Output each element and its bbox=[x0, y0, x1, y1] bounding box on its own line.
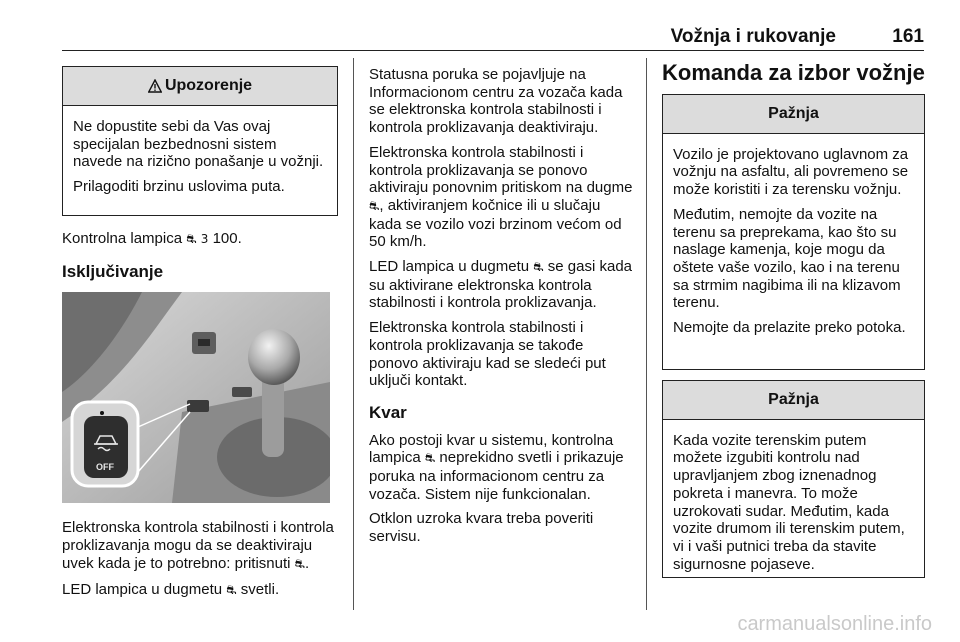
middle-paragraph-6: Otklon uzroka kvara treba poveriti servisu. bbox=[369, 510, 594, 546]
warning-triangle-icon bbox=[148, 79, 162, 93]
notice-1-title: Pažnja bbox=[768, 104, 819, 122]
notice-1-body bbox=[663, 134, 924, 352]
esc-off-button-icon-4: ⛐ bbox=[533, 260, 544, 275]
page-arrow-symbol: 3 bbox=[200, 232, 209, 246]
esc-indicator-icon: ⛐ bbox=[186, 232, 197, 246]
reactivate-text-a: Elektronska kontrola stabilnosti i kontrola proklizavanja se ponovo aktiviraju ponovnim pritiskom na dugme bbox=[369, 143, 633, 197]
warning-header bbox=[63, 67, 337, 106]
middle-paragraph-4: Elektronska kontrola stabilnosti i kontrola proklizavanja se takođe ponovo aktiviraju kad se sledeći put uključi kontakt. bbox=[369, 319, 606, 390]
left-paragraph-led bbox=[62, 581, 338, 600]
left-paragraph-deactivate: Elektronska kontrola stabilnosti i kontrola proklizavanja mogu da se deaktiviraju uvek kada je to potrebno: pritisnuti ⛐. bbox=[62, 519, 334, 572]
led-text-a: LED lampica u dugmetu bbox=[62, 580, 223, 598]
deactivate-text: Elektronska kontrola stabilnosti i kontrola proklizavanja mogu da se deaktiviraju uvek kada je to potrebno: pritisnuti bbox=[62, 519, 334, 572]
middle-paragraph-1: Statusna poruka se pojavljuje na Informacionom centru za vozača kada se elektronska kontrola stabilnosti i kontrola proklizavanja deaktiviraju. bbox=[369, 66, 623, 137]
reference-page: 100. bbox=[212, 230, 242, 247]
notice-box-1 bbox=[662, 94, 925, 370]
header-title: Vožnja i rukovanje bbox=[670, 26, 836, 47]
fault-text-a: Ako postoji kvar u sistemu, kontrolna lampica bbox=[369, 431, 614, 467]
page-header bbox=[62, 28, 924, 51]
off-label: OFF bbox=[96, 462, 114, 473]
led-text-b: svetli. bbox=[240, 580, 280, 598]
led-off-text-a: LED lampica u dugmetu bbox=[369, 258, 530, 276]
left-column bbox=[62, 66, 338, 606]
indicator-reference bbox=[62, 230, 338, 249]
notice-2-text-1: Kada vozite terenskim putem možete izgubiti kontrolu nad upravljanjem zbog iznenadnog pokreta i manevra. To može uzrokovati sudar. Međutim, kada vozite drumom ili terenskim putem, vi i vaši putnici treba da stavite sigurnosne pojaseve. bbox=[673, 431, 905, 573]
section-heading-kvar: Kvar bbox=[369, 402, 407, 422]
notice-2-header bbox=[663, 381, 924, 420]
console-photo bbox=[62, 292, 330, 503]
watermark: carmanualsonline.info bbox=[737, 613, 932, 635]
notice-1-text-3: Nemojte da prelazite preko potoka. bbox=[673, 319, 906, 337]
notice-2-title: Pažnja bbox=[768, 390, 819, 408]
middle-paragraph-2 bbox=[369, 144, 635, 251]
esc-off-button-icon-3: ⛐ bbox=[369, 198, 380, 213]
esc-off-button-icon: ⛐ bbox=[294, 556, 306, 571]
esc-indicator-icon-2: ⛐ bbox=[424, 451, 436, 466]
warning-box bbox=[62, 66, 338, 216]
notice-1-text-1: Vozilo je projektovano uglavnom za vožnju na asfaltu, ali povremeno se može koristiti i za terensku vožnju. bbox=[673, 145, 909, 199]
right-column bbox=[662, 60, 925, 578]
warning-text-1: Ne dopustite sebi da Vas ovaj specijalan bezbednosni sistem navede na rizično ponašanje u vožnji. bbox=[73, 118, 324, 171]
warning-body bbox=[63, 106, 337, 211]
notice-1-header bbox=[663, 95, 924, 134]
reference-prefix: Kontrolna lampica bbox=[62, 230, 183, 247]
notice-1-text-2: Međutim, nemojte da vozite na terenu sa preprekama, kao što su naslage kamenja, koje mogu da oštete vaše vozilo, kao i na terenu sa strmim nagibima ili na klizavom terenu. bbox=[673, 205, 901, 312]
column-divider-left bbox=[353, 58, 354, 610]
section-heading-iskljucivanje: Isključivanje bbox=[62, 261, 164, 281]
notice-2-body bbox=[663, 420, 924, 589]
esc-off-button-icon-2: ⛐ bbox=[226, 582, 237, 597]
warning-text-2: Prilagoditi brzinu uslovima puta. bbox=[73, 178, 285, 196]
page-number: 161 bbox=[892, 26, 924, 47]
column-divider-right bbox=[646, 58, 647, 610]
middle-paragraph-3 bbox=[369, 258, 635, 312]
warning-title: Upozorenje bbox=[164, 77, 253, 95]
fault-text-b: neprekidno svetli i prikazuje poruka na informacionom centru za vozača. Sistem nije funkcionalan. bbox=[369, 449, 624, 503]
section-heading-drive-mode: Komanda za izbor vožnje bbox=[662, 60, 925, 85]
led-off-text-b: se gasi kada su aktivirane elektronska kontrola stabilnosti i kontrola proklizavanja. bbox=[369, 258, 633, 312]
notice-box-2 bbox=[662, 380, 925, 578]
middle-paragraph-5 bbox=[369, 432, 635, 504]
reactivate-text-b: , aktiviranjem kočnice ili u slučaju kada se vozilo vozi brzinom većom od 50 km/h. bbox=[369, 196, 622, 251]
middle-column bbox=[369, 66, 635, 553]
